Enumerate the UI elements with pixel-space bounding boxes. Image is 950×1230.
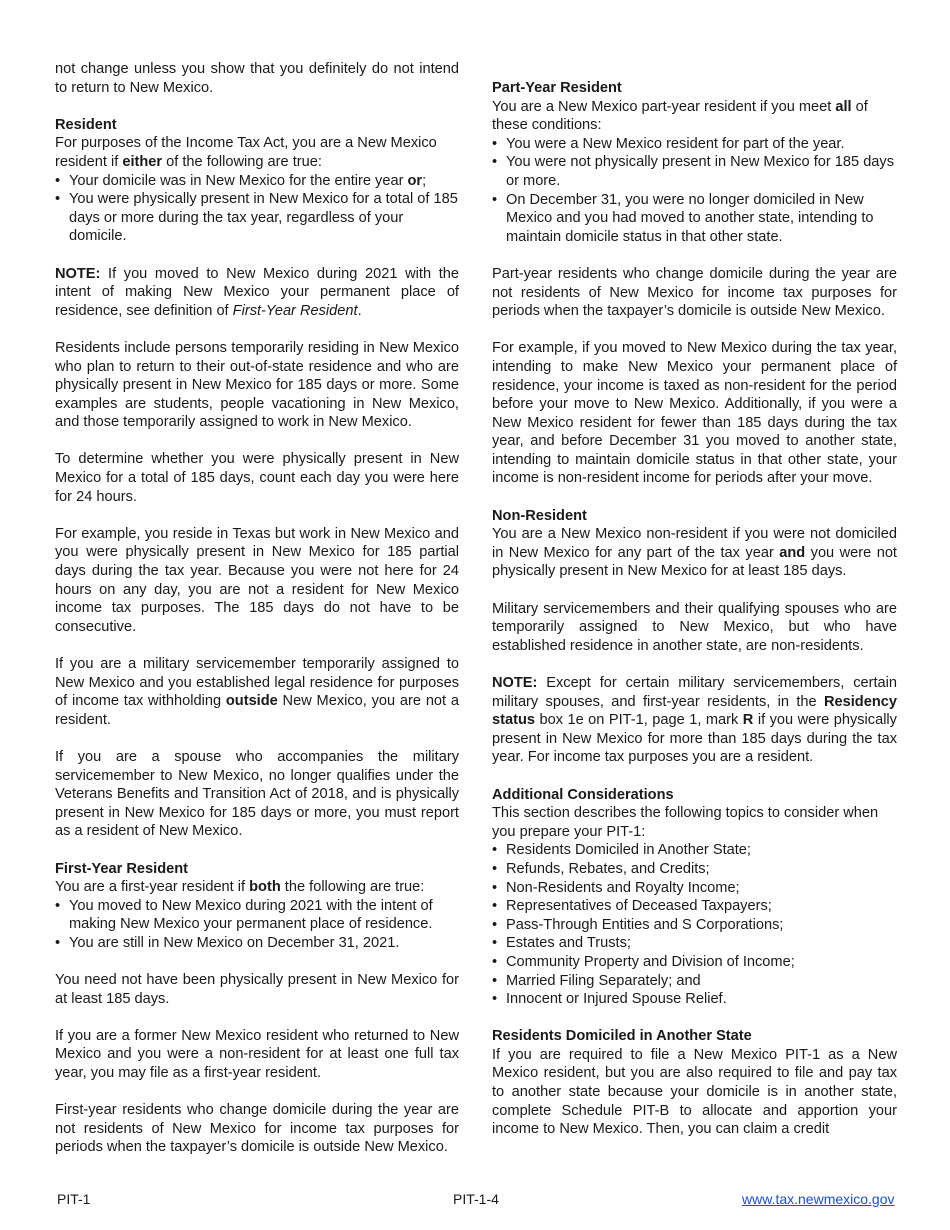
residents-include-paragraph: Residents include persons temporarily residing in New Mexico who plan to return to their out-of-state residence and who are physically present in New Mexico for 185 days or more. Some examples are students, people vacationing in New Mexico, and those temporarily assigned to work in New Mexico.: [55, 339, 459, 431]
topic-list-item: • Community Property and Division of Income;: [492, 953, 897, 972]
topic-list-item: • Pass-Through Entities and S Corporations;: [492, 916, 897, 935]
footer-form-name: PIT-1: [57, 1191, 91, 1207]
right-column: [492, 79, 897, 1139]
part-year-paragraph-3: For example, if you moved to New Mexico during the tax year, intending to make New Mexico your permanent place of residence, your income is taxed as non-resident for the period before your move to New Mexico. Additionally, if you were a New Mexico resident for fewer than 185 days during the tax year, and before December 31 you moved to another state, intending to maintain domicile status in that other state, your income is non-resident income for periods after your move.: [492, 340, 897, 487]
part-year-conditions-list: [492, 135, 897, 247]
footer-page-number: PIT-1-4: [453, 1191, 499, 1207]
list-item: • You moved to New Mexico during 2021 with the intent of making New Mexico your permanent place of residence.: [55, 897, 459, 934]
topic-list-item: • Refunds, Rebates, and Credits;: [492, 860, 897, 879]
topic-list-item: • Non-Residents and Royalty Income;: [492, 879, 897, 898]
list-item: • You were physically present in New Mexico for a total of 185 days or more during the tax year, regardless of your domicile.: [55, 190, 459, 246]
topic-list-item: • Married Filing Separately; and: [492, 972, 897, 991]
first-year-paragraph: You are a first-year resident if both the following are true:: [55, 879, 425, 896]
topic-list-item: • Estates and Trusts;: [492, 934, 897, 953]
first-year-heading: First-Year Resident: [55, 860, 189, 877]
resident-note: NOTE: If you moved to New Mexico during 2021 with the intent of making New Mexico your permanent place of residence, see definition of First-Year Resident.: [55, 265, 459, 319]
list-item: • You were not physically present in New Mexico for 185 days or more.: [492, 153, 897, 190]
topics-list: [492, 841, 897, 1008]
example-paragraph: For example, you reside in Texas but work in New Mexico and you were physically present in New Mexico for 185 partial days during the tax year. Because you were not here for 24 hours on any day, you are not a resident for New Mexico income tax purposes. The 185 days do not have to be consecutive.: [55, 525, 459, 635]
determine-paragraph: To determine whether you were physically present in New Mexico for a total of 185 days, count each day you were here for 24 hours.: [55, 451, 459, 505]
first-year-conditions-list: [55, 897, 459, 953]
list-item: • On December 31, you were no longer domiciled in New Mexico and you had moved to another state, intending to maintain domicile status in that other state.: [492, 191, 897, 247]
non-resident-note: NOTE: Except for certain military servicemembers, certain military spouses, and first-year residents, in the Residency status box 1e on PIT-1, page 1, mark R if you were physically present in New Mexico for more than 185 days during the tax year. For income tax purposes you are a resident.: [492, 675, 897, 766]
topic-list-item: • Representatives of Deceased Taxpayers;: [492, 897, 897, 916]
first-year-paragraph-3: If you are a former New Mexico resident who returned to New Mexico and you were a non-resident for at least one full tax year, you may file as a first-year resident.: [55, 1027, 459, 1082]
domiciled-heading: Residents Domiciled in Another State: [492, 1028, 752, 1045]
topic-list-item: • Innocent or Injured Spouse Relief.: [492, 990, 897, 1009]
footer-website-link[interactable]: www.tax.newmexico.gov: [742, 1191, 895, 1207]
additional-considerations-paragraph: This section describes the following topics to consider when you prepare your PIT-1:: [492, 805, 879, 840]
part-year-heading: Part-Year Resident: [492, 80, 622, 96]
part-year-paragraph: You are a New Mexico part-year resident if you meet all of these conditions:: [492, 98, 868, 134]
domiciled-paragraph: If you are required to file a New Mexico PIT-1 as a New Mexico resident, but you are also required to file and pay tax to another state because your domicile is in another state, complete Schedule PIT-B to allocate and apportion your income to New Mexico. Then, you can claim a credit: [492, 1046, 897, 1138]
intro-paragraph: not change unless you show that you definitely do not intend to return to New Mexico.: [55, 61, 459, 96]
first-year-paragraph-4: First-year residents who change domicile during the year are not residents of New Mexico for income tax purposes for periods when the taxpayer’s domicile is outside New Mexico.: [55, 1102, 459, 1156]
resident-heading: Resident: [55, 116, 117, 133]
part-year-paragraph-2: Part-year residents who change domicile during the year are not residents of New Mexico for income tax purposes for periods when the taxpayer’s domicile is outside New Mexico.: [492, 265, 897, 320]
military-paragraph: If you are a military servicemember temporarily assigned to New Mexico and you established legal residence for purposes of income tax withholding outside New Mexico, you are not a resident.: [55, 656, 460, 728]
resident-conditions-list: [55, 172, 459, 246]
non-resident-paragraph: You are a New Mexico non-resident if you were not domiciled in New Mexico for any part of the tax year and you were not physically present in New Mexico for at least 185 days.: [492, 526, 897, 580]
topic-list-item: • Residents Domiciled in Another State;: [492, 841, 897, 860]
spouse-paragraph: If you are a spouse who accompanies the military servicemember to New Mexico, no longer qualifies under the Veterans Benefits and Transition Act of 2018, and is physically present in New Mexico for 185 days or more, you must report as a resident of New Mexico.: [55, 748, 459, 840]
non-resident-paragraph-2: Military servicemembers and their qualifying spouses who are temporarily assigned to New Mexico, but who have established residence in another state, are non-residents.: [492, 600, 897, 654]
list-item: • Your domicile was in New Mexico for the entire year or;: [55, 172, 459, 191]
left-column: [55, 60, 459, 1157]
additional-considerations-heading: Additional Considerations: [492, 786, 674, 803]
resident-paragraph: For purposes of the Income Tax Act, you are a New Mexico resident if either of the following are true:: [55, 135, 437, 170]
list-item: • You are still in New Mexico on December 31, 2021.: [55, 934, 459, 953]
first-year-paragraph-2: You need not have been physically present in New Mexico for at least 185 days.: [55, 972, 459, 1007]
non-resident-heading: Non-Resident: [492, 507, 587, 524]
list-item: • You were a New Mexico resident for part of the year.: [492, 135, 897, 154]
